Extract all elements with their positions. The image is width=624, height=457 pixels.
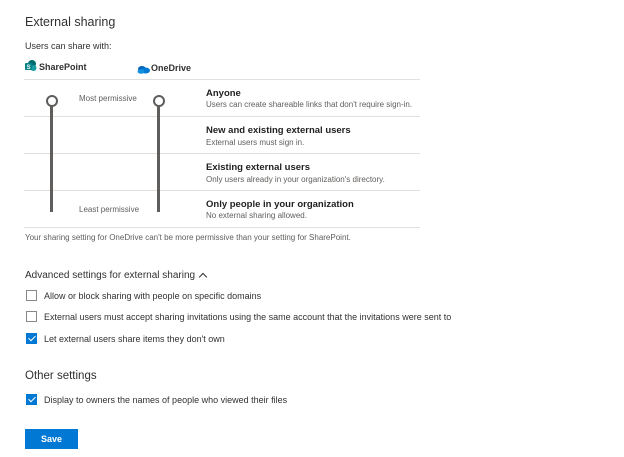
advanced-settings-title: Advanced settings for external sharing [25,270,196,281]
svg-text:S: S [26,64,31,71]
save-button[interactable]: Save [25,429,78,449]
sharepoint-icon [25,59,37,71]
row-divider [24,116,420,117]
level-title-anyone: Anyone [206,88,241,99]
row-divider [24,79,420,80]
share-with-label: Users can share with: [25,41,112,51]
sharepoint-label: SharePoint [39,62,87,72]
checkbox-display-viewers-label: Display to owners the names of people who viewed their files [44,395,288,405]
checkbox-same-account-label: External users must accept sharing invitations using the same account that the invitations were sent to [44,312,452,322]
level-title-existing: Existing external users [206,162,311,173]
sharing-note: Your sharing setting for OneDrive can't be more permissive than your setting for SharePoint. [25,233,351,242]
checkbox-share-items-label: Let external users share items they don't own [44,334,225,344]
least-permissive-label: Least permissive [79,205,140,214]
checkbox-domains-label: Allow or block sharing with people on specific domains [44,291,262,301]
checkbox-same-account[interactable] [26,311,37,322]
level-desc-org-only: No external sharing allowed. [206,211,307,220]
most-permissive-label: Most permissive [79,94,137,103]
onedrive-slider-thumb[interactable] [153,95,165,107]
level-title-new-existing: New and existing external users [206,125,351,136]
page-title: External sharing [25,15,116,29]
row-divider [24,153,420,154]
row-divider [24,190,420,191]
onedrive-label: OneDrive [151,63,192,73]
row-divider [24,227,420,228]
advanced-settings-toggle[interactable] [25,270,206,281]
level-desc-new-existing: External users must sign in. [206,138,305,147]
checkbox-domains[interactable] [26,290,37,301]
level-desc-existing: Only users already in your organization's directory. [206,175,385,184]
onedrive-slider-track[interactable] [157,101,160,212]
onedrive-icon [137,61,150,70]
other-settings-title: Other settings [25,370,97,382]
chevron-up-icon [199,273,207,281]
checkbox-share-items[interactable] [26,333,37,344]
sharepoint-slider-track[interactable] [50,101,53,212]
level-title-org-only: Only people in your organization [206,199,354,210]
level-desc-anyone: Users can create shareable links that don't require sign-in. [206,100,413,109]
sharepoint-slider-thumb[interactable] [46,95,58,107]
checkbox-display-viewers[interactable] [26,394,37,405]
